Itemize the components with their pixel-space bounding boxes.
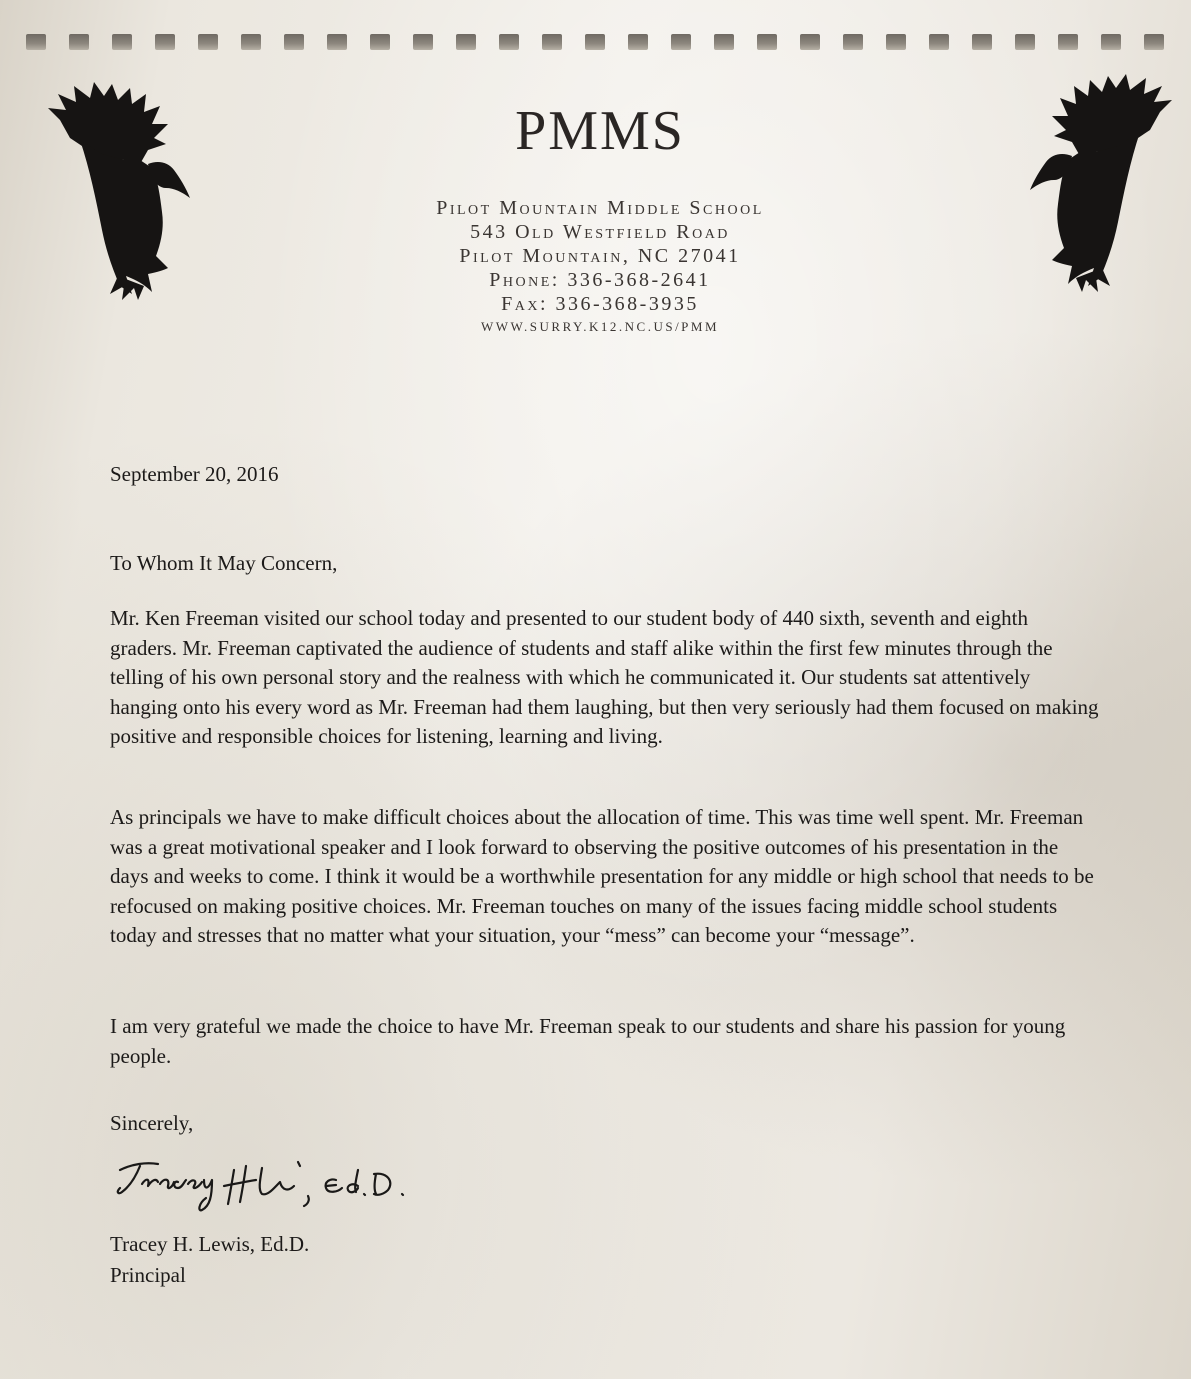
binding-hole bbox=[972, 34, 992, 50]
binding-hole bbox=[1058, 34, 1078, 50]
letter-paragraph: I am very grateful we made the choice to have Mr. Freeman speak to our students and share his passion for young people. bbox=[110, 1014, 1066, 1068]
binding-hole bbox=[155, 34, 175, 50]
binding-hole bbox=[241, 34, 261, 50]
binding-holes bbox=[26, 34, 1176, 54]
binding-hole bbox=[585, 34, 605, 50]
crow-silhouette-icon bbox=[40, 80, 210, 300]
binding-hole bbox=[499, 34, 519, 50]
school-contact-block bbox=[380, 196, 820, 338]
letter-paragraph: As principals we have to make difficult choices about the allocation of time. This was time well spent. Mr. Freeman was a great motivational speaker and I look forward to observing the positive outcomes of his presentation in the days and weeks to come. I think it would be a worthwhile presentation for any middle or high school that needs to be refocused on making positive choices. Mr. Freeman touches on many of the issues facing middle school students today and stresses that no matter what your situation, your “mess” can become your “message”. bbox=[110, 805, 1094, 947]
binding-hole bbox=[542, 34, 562, 50]
letter-salutation: To Whom It May Concern, bbox=[110, 551, 338, 575]
binding-hole bbox=[413, 34, 433, 50]
handwritten-signature bbox=[112, 1140, 442, 1220]
binding-hole bbox=[69, 34, 89, 50]
signer-title: Principal bbox=[110, 1263, 186, 1287]
binding-hole bbox=[843, 34, 863, 50]
school-phone: Phone: 336-368-2641 bbox=[489, 269, 711, 291]
binding-hole bbox=[456, 34, 476, 50]
binding-hole bbox=[886, 34, 906, 50]
binding-hole bbox=[112, 34, 132, 50]
school-fax: Fax: 336-368-3935 bbox=[501, 293, 699, 315]
binding-hole bbox=[370, 34, 390, 50]
binding-hole bbox=[284, 34, 304, 50]
binding-hole bbox=[671, 34, 691, 50]
binding-hole bbox=[929, 34, 949, 50]
school-acronym: PMMS bbox=[515, 100, 685, 162]
binding-hole bbox=[198, 34, 218, 50]
school-website: WWW.SURRY.K12.NC.US/PMM bbox=[480, 319, 720, 334]
binding-hole bbox=[628, 34, 648, 50]
crow-silhouette-icon bbox=[1010, 72, 1180, 292]
letter-paragraph: Mr. Ken Freeman visited our school today and presented to our student body of 440 sixth, seventh and eighth graders. Mr. Freeman captivated the audience of students and staff alike within the first few minutes through the telling of his own personal story and the realness with which he communicated it. Our students sat attentively hanging onto his every word as Mr. Freeman had them laughing, but then very seriously had them focused on making positive and responsible choices for listening, learning and living. bbox=[110, 606, 1099, 748]
binding-hole bbox=[1101, 34, 1121, 50]
binding-hole bbox=[327, 34, 347, 50]
school-name: Pilot Mountain Middle School bbox=[436, 197, 764, 219]
binding-hole bbox=[800, 34, 820, 50]
binding-hole bbox=[757, 34, 777, 50]
letterhead bbox=[380, 96, 820, 338]
school-address-city: Pilot Mountain, NC 27041 bbox=[459, 245, 741, 267]
binding-hole bbox=[714, 34, 734, 50]
binding-hole bbox=[26, 34, 46, 50]
binding-hole bbox=[1015, 34, 1035, 50]
signer-name: Tracey H. Lewis, Ed.D. bbox=[110, 1232, 310, 1256]
binding-hole bbox=[1144, 34, 1164, 50]
school-address-street: 543 Old Westfield Road bbox=[470, 221, 730, 243]
letter-closing: Sincerely, bbox=[110, 1111, 194, 1135]
letter-date: September 20, 2016 bbox=[110, 462, 279, 486]
